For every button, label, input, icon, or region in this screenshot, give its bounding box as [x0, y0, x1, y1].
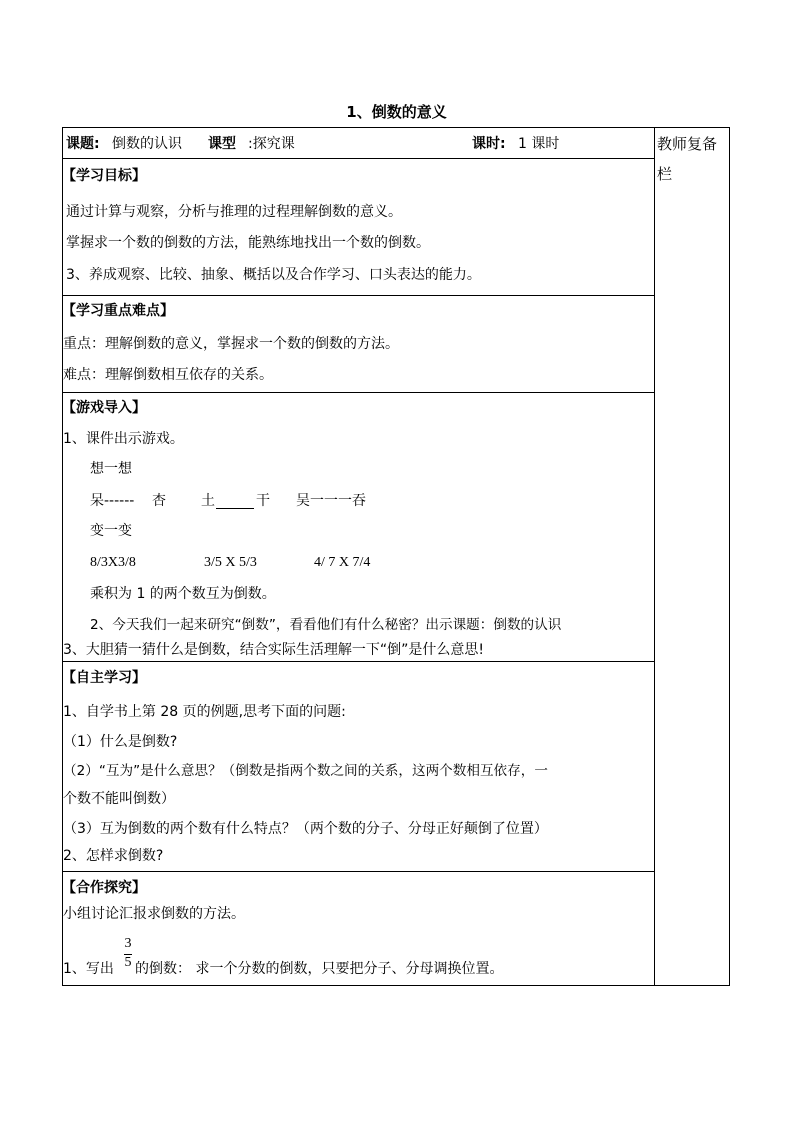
teacher-notes-label: 教师复备	[657, 135, 718, 153]
game-expression: 3/5 X 5/3	[204, 555, 257, 570]
game-think: 想一想	[90, 461, 132, 477]
key-point-focus: 重点：理解倒数的意义，掌握求一个数的倒数的方法。	[63, 336, 399, 352]
row-divider	[62, 871, 655, 872]
type-label: 课型	[208, 136, 236, 152]
objective-item: 3、养成观察、比较、抽象、概括以及合作学习、口头表达的能力。	[66, 267, 481, 283]
self-study-heading: 【自主学习】	[62, 670, 146, 686]
self-study-question: （2）“互为”是什么意思？（倒数是指两个数之间的关系，这两个数相互依存，一	[63, 763, 548, 779]
self-study-question-cont: 个数不能叫倒数）	[63, 791, 175, 807]
page-title: 1、倒数的意义	[346, 103, 447, 121]
game-char: 呆------	[90, 493, 135, 509]
side-column-divider	[654, 127, 655, 986]
row-divider	[62, 392, 655, 393]
self-study-line: 2、怎样求倒数?	[63, 848, 164, 864]
game-char: 杏	[152, 493, 166, 509]
cooperative-write-suffix: 的倒数： 求一个分数的倒数，只要把分子、分母调换位置。	[135, 961, 504, 977]
objective-item: 通过计算与观察，分析与推理的过程理解倒数的意义。	[66, 204, 402, 220]
game-expression: 4/ 7 X 7/4	[314, 555, 371, 570]
game-char: 吴一一一吞	[296, 493, 366, 509]
cooperative-write-prefix: 1、写出	[63, 961, 114, 977]
row-divider	[62, 295, 655, 296]
fraction-denominator: 5	[124, 955, 132, 970]
topic-value: 倒数的认识	[112, 136, 182, 152]
objectives-heading: 【学习目标】	[62, 168, 146, 184]
blank-underline	[216, 495, 254, 509]
cooperative-line: 小组讨论汇报求倒数的方法。	[63, 906, 245, 922]
game-line: 1、课件出示游戏。	[63, 431, 184, 447]
row-divider	[62, 661, 655, 662]
key-points-heading: 【学习重点难点】	[62, 303, 174, 319]
game-char: 干	[256, 493, 270, 509]
game-line: 2、今天我们一起来研究“倒数”，看看他们有什么秘密？出示课题：倒数的认识	[90, 617, 562, 633]
type-value: :探究课	[248, 136, 295, 152]
self-study-line: 1、自学书上第 28 页的例题,思考下面的问题:	[63, 704, 346, 720]
game-rule: 乘积为 1 的两个数互为倒数。	[90, 586, 276, 602]
time-value: 1 课时	[518, 136, 560, 152]
self-study-question: （3）互为倒数的两个数有什么特点？（两个数的分子、分母正好颠倒了位置）	[63, 821, 548, 837]
key-point-difficulty: 难点：理解倒数相互依存的关系。	[63, 367, 273, 383]
game-intro-heading: 【游戏导入】	[62, 400, 146, 416]
fraction-numerator: 3	[124, 936, 132, 951]
game-change: 变一变	[90, 523, 132, 539]
game-line: 3、大胆猜一猜什么是倒数，结合实际生活理解一下“倒”是什么意思!	[63, 642, 485, 658]
objective-item: 掌握求一个数的倒数的方法，能熟练地找出一个数的倒数。	[66, 235, 430, 251]
time-label: 课时:	[472, 136, 506, 152]
game-char: 土	[201, 493, 215, 509]
topic-label: 课题:	[66, 136, 100, 152]
teacher-notes-label-cont: 栏	[657, 165, 673, 183]
game-expression: 8/3X3/8	[90, 555, 136, 570]
row-divider	[62, 158, 655, 159]
self-study-question: （1）什么是倒数?	[63, 734, 178, 750]
cooperative-heading: 【合作探究】	[62, 880, 146, 896]
